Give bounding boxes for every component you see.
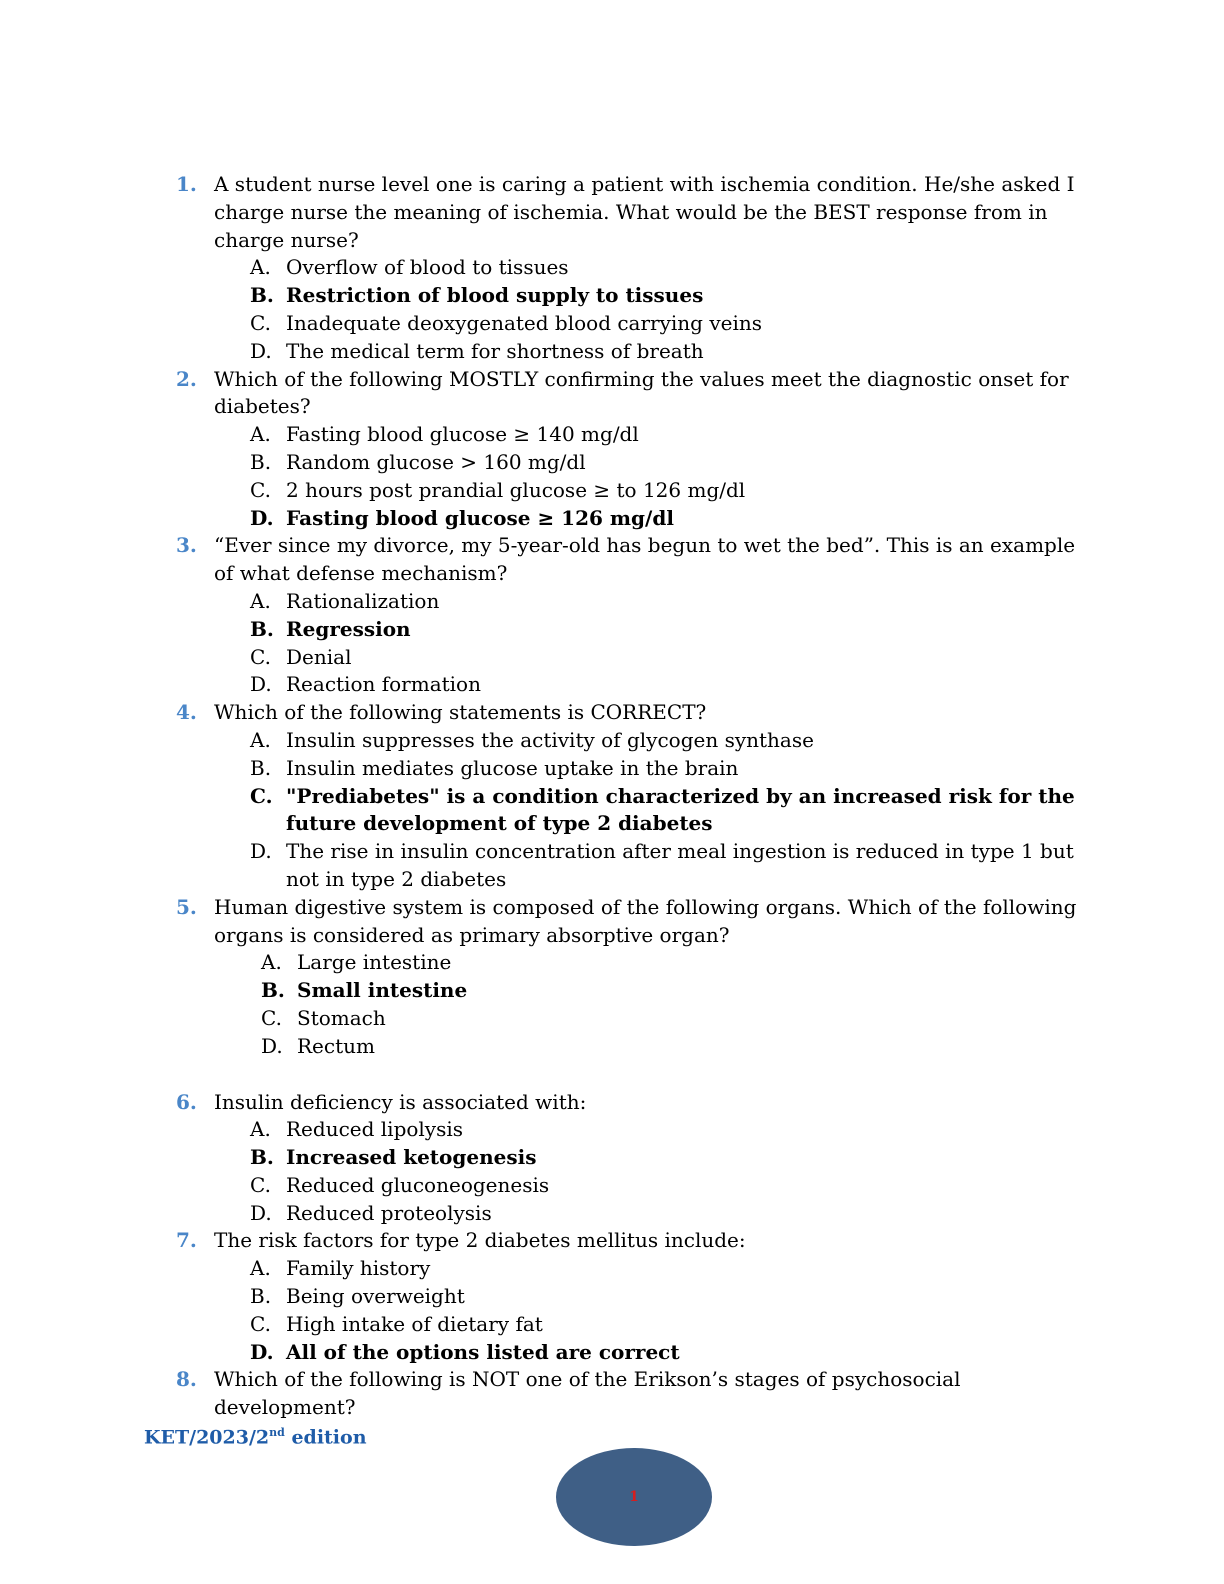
option-a — [0, 727, 1224, 755]
option-text: Random glucose > 160 mg/dl — [286, 449, 586, 474]
option-text: All of the options listed are correct — [286, 1339, 680, 1364]
option-text: Overflow of blood to tissues — [286, 255, 569, 280]
question-8 — [0, 1366, 1224, 1422]
option-letter: C. — [250, 1311, 271, 1336]
option-b — [0, 1283, 1224, 1311]
option-letter: B. — [250, 449, 272, 474]
option-letter: C. — [250, 477, 271, 502]
option-b-correct — [0, 1144, 1224, 1172]
option-text: Reduced proteolysis — [286, 1200, 492, 1225]
option-d-correct — [0, 505, 1224, 533]
page-number: 1 — [629, 1489, 639, 1505]
option-text: Fasting blood glucose ≥ 140 mg/dl — [286, 422, 639, 447]
option-text: Stomach — [297, 1005, 386, 1030]
edition-label-suffix: edition — [284, 1426, 367, 1449]
option-letter: B. — [261, 978, 285, 1003]
question-number: 7. — [176, 1228, 197, 1253]
question-5 — [0, 894, 1224, 1061]
question-number: 1. — [176, 172, 197, 196]
question-1 — [0, 171, 1224, 366]
question-number: 5. — [176, 894, 197, 919]
option-letter: A. — [250, 1117, 271, 1142]
option-d — [0, 338, 1224, 366]
question-text: “Ever since my divorce, my 5-year-old has begun to wet the bed”. This is an example of what defense mechanism? — [214, 533, 1076, 586]
option-letter: D. — [250, 1339, 274, 1364]
option-list — [0, 421, 1224, 532]
option-list — [0, 588, 1224, 699]
option-text: Family history — [286, 1256, 431, 1281]
question-number: 6. — [176, 1089, 197, 1114]
option-letter: D. — [261, 1033, 283, 1058]
option-text: Small intestine — [297, 978, 468, 1003]
option-letter: D. — [250, 1200, 272, 1225]
option-list — [0, 727, 1224, 894]
edition-label-superscript: nd — [269, 1426, 285, 1439]
question-text: Which of the following statements is CORRECT? — [214, 700, 707, 725]
option-letter: D. — [250, 338, 272, 363]
option-letter: A. — [250, 727, 271, 752]
option-text: Regression — [286, 616, 411, 641]
option-text: The rise in insulin concentration after meal ingestion is reduced in type 1 but not in type 2 diabetes — [286, 839, 1074, 891]
option-a — [0, 421, 1224, 449]
option-a — [0, 1116, 1224, 1144]
option-b-correct — [0, 282, 1224, 310]
option-text: Reduced lipolysis — [286, 1117, 464, 1142]
option-letter: D. — [250, 839, 272, 864]
option-list — [0, 254, 1224, 365]
option-c — [0, 310, 1224, 338]
option-b — [0, 449, 1224, 477]
option-text: Reduced gluconeogenesis — [286, 1172, 550, 1197]
option-text: Increased ketogenesis — [286, 1145, 537, 1170]
option-letter: C. — [250, 644, 271, 669]
option-letter: D. — [250, 672, 272, 697]
option-d — [0, 671, 1224, 699]
spacer — [0, 1061, 1224, 1089]
option-letter: B. — [250, 616, 274, 641]
option-letter: C. — [250, 310, 271, 335]
option-letter: C. — [261, 1005, 282, 1030]
question-4 — [0, 699, 1224, 894]
option-letter: C. — [250, 1172, 271, 1197]
option-letter: B. — [250, 1284, 272, 1309]
option-text: Fasting blood glucose ≥ 126 mg/dl — [286, 505, 674, 530]
option-text: Large intestine — [297, 950, 452, 975]
option-letter: C. — [250, 783, 273, 808]
option-d — [0, 1033, 1224, 1061]
option-letter: A. — [250, 1256, 271, 1281]
option-c-correct — [0, 783, 1224, 839]
question-text: Which of the following MOSTLY confirming the values meet the diagnostic onset for diabetes? — [214, 366, 1069, 419]
question-number: 2. — [176, 366, 197, 391]
option-c — [0, 1311, 1224, 1339]
option-a — [0, 1255, 1224, 1283]
question-3 — [0, 532, 1224, 699]
question-2 — [0, 366, 1224, 533]
option-text: Inadequate deoxygenated blood carrying veins — [286, 310, 763, 335]
document-body — [0, 171, 1224, 1422]
question-number: 3. — [176, 533, 197, 558]
question-text: Which of the following is NOT one of the Erikson’s stages of psychosocial development? — [214, 1367, 961, 1420]
option-text: Reaction formation — [286, 672, 481, 697]
question-6 — [0, 1089, 1224, 1228]
option-d — [0, 1200, 1224, 1228]
option-c — [0, 1172, 1224, 1200]
option-c — [0, 477, 1224, 505]
question-text: The risk factors for type 2 diabetes mellitus include: — [214, 1228, 746, 1253]
option-letter: D. — [250, 505, 274, 530]
edition-label — [144, 1426, 367, 1448]
option-b — [0, 755, 1224, 783]
option-a — [0, 588, 1224, 616]
option-text: "Prediabetes" is a condition characterized by an increased risk for the future development of type 2 diabetes — [286, 783, 1075, 836]
option-letter: A. — [250, 255, 271, 280]
option-text: Denial — [286, 644, 352, 669]
question-text: A student nurse level one is caring a patient with ischemia condition. He/she asked I charge nurse the meaning of ischemia. What would be the BEST response from in charge nurse? — [214, 172, 1075, 252]
option-c — [0, 1005, 1224, 1033]
edition-label-prefix: KET/2023/2 — [144, 1426, 270, 1449]
option-d-correct — [0, 1339, 1224, 1367]
option-a — [0, 254, 1224, 282]
question-number: 4. — [176, 700, 197, 725]
option-text: Restriction of blood supply to tissues — [286, 283, 704, 308]
option-text: Being overweight — [286, 1284, 465, 1309]
option-a — [0, 949, 1224, 977]
option-b-correct — [0, 977, 1224, 1005]
page-number-oval — [556, 1448, 712, 1546]
option-letter: B. — [250, 283, 274, 308]
option-text: The medical term for shortness of breath — [286, 338, 704, 363]
option-letter: A. — [261, 950, 282, 975]
option-list — [0, 949, 1224, 1060]
question-text: Human digestive system is composed of the following organs. Which of the following organs is considered as primary absorptive organ? — [214, 894, 1077, 947]
question-7 — [0, 1227, 1224, 1366]
option-text: Insulin suppresses the activity of glycogen synthase — [286, 727, 814, 752]
option-text: High intake of dietary fat — [286, 1311, 543, 1336]
option-text: Rationalization — [286, 588, 440, 613]
option-list — [0, 1116, 1224, 1227]
option-letter: B. — [250, 755, 272, 780]
question-number: 8. — [176, 1367, 197, 1392]
option-list — [0, 1255, 1224, 1366]
option-letter: A. — [250, 422, 271, 447]
option-d — [0, 838, 1224, 894]
option-letter: A. — [250, 588, 271, 613]
option-letter: B. — [250, 1145, 274, 1170]
option-text: 2 hours post prandial glucose ≥ to 126 mg/dl — [286, 477, 746, 502]
option-b-correct — [0, 616, 1224, 644]
option-c — [0, 644, 1224, 672]
option-text: Rectum — [297, 1033, 375, 1058]
option-text: Insulin mediates glucose uptake in the brain — [286, 755, 739, 780]
question-text: Insulin deficiency is associated with: — [214, 1089, 587, 1114]
